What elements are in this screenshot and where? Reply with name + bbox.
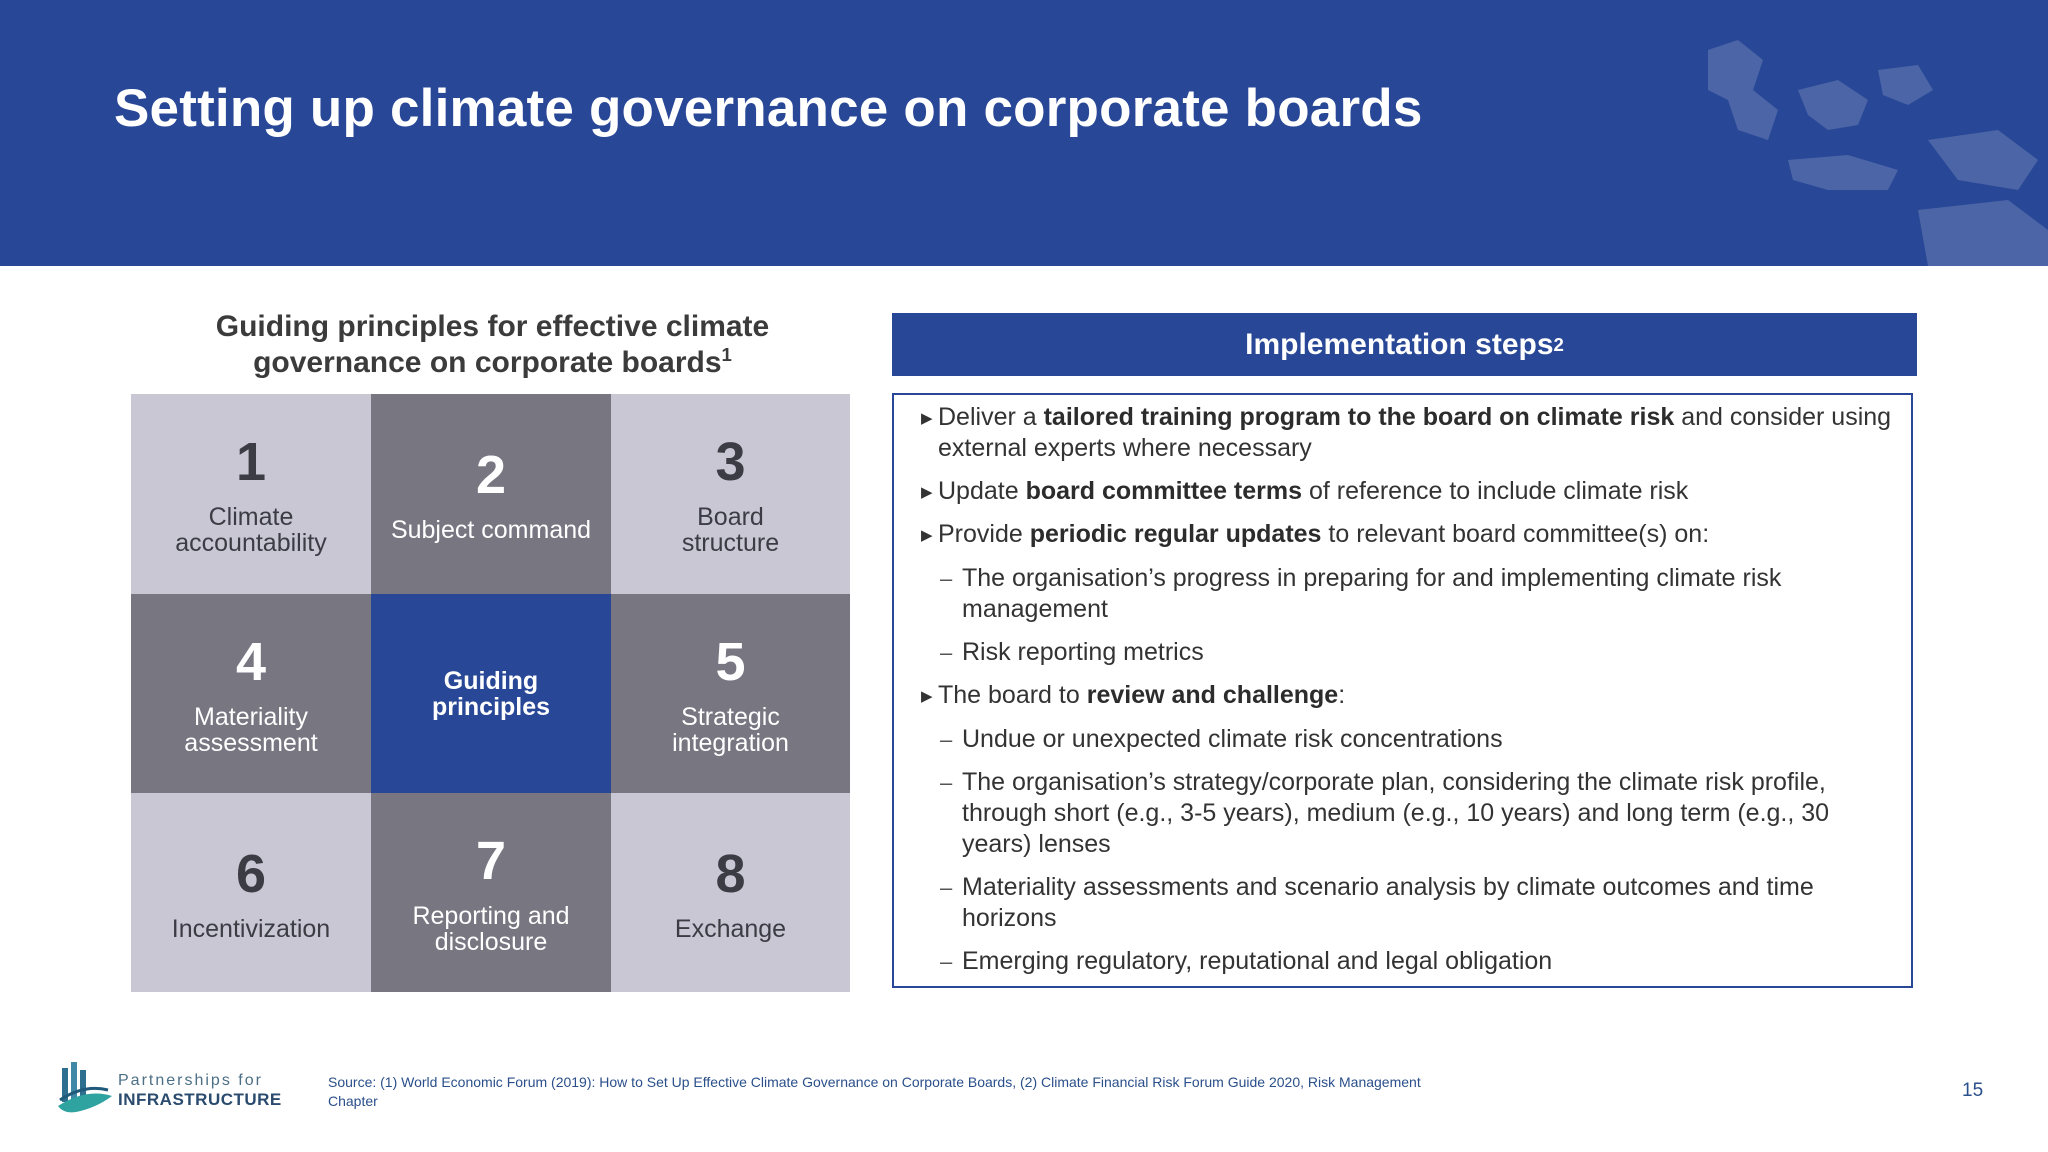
principles-grid	[131, 394, 850, 992]
triangle-bullet-icon: ▶	[921, 527, 933, 544]
step-subitem: – The organisation’s progress in preparing for and implementing climate risk management	[940, 564, 1782, 623]
principle-cell-1: 1 Climate accountability	[131, 394, 371, 594]
principle-cell-5: 5 Strategic integration	[611, 594, 850, 793]
principle-cell-7: 7 Reporting and disclosure	[371, 793, 611, 992]
dash-bullet-icon: –	[940, 949, 953, 974]
step-item: ▶ The board to review and challenge:	[938, 680, 1898, 711]
logo-text-top: Partnerships for	[118, 1072, 263, 1089]
implementation-header: Implementation steps 2	[892, 313, 1917, 376]
triangle-bullet-icon: ▶	[921, 688, 933, 705]
dash-bullet-icon: –	[940, 566, 953, 591]
dash-bullet-icon: –	[940, 640, 953, 665]
page-number: 15	[1962, 1080, 1984, 1101]
step-subitem: – Undue or unexpected climate risk concentrations	[940, 725, 1503, 753]
guiding-principles-center: Guiding principles	[371, 594, 611, 793]
principle-cell-8: 8 Exchange	[611, 793, 850, 992]
header-banner	[0, 0, 2048, 266]
dash-bullet-icon: –	[940, 770, 953, 795]
step-subitem: – The organisation’s strategy/corporate plan, considering the climate risk profile, through short (e.g., 3-5 years), medium (e.g., 10 years) and long term (e.g., 30 years) lenses	[940, 768, 1830, 858]
step-subitem: – Emerging regulatory, reputational and legal obligation	[940, 947, 1553, 975]
map-watermark-icon	[1668, 30, 2048, 266]
source-note: Source: (1) World Economic Forum (2019): How to Set Up Effective Climate Governance on Corporate Boards, (2) Climate Financial Risk Forum Guide 2020, Risk Management Chapter	[328, 1074, 1421, 1109]
step-subitem: – Risk reporting metrics	[940, 638, 1204, 666]
principle-cell-2: 2 Subject command	[371, 394, 611, 594]
principle-cell-4: 4 Materiality assessment	[131, 594, 371, 793]
triangle-bullet-icon: ▶	[921, 484, 933, 501]
step-item: ▶ Provide periodic regular updates to relevant board committee(s) on:	[938, 519, 1898, 550]
principle-cell-6: 6 Incentivization	[131, 793, 371, 992]
page-title: Setting up climate governance on corporate boards	[114, 79, 1423, 138]
principle-cell-3: 3 Board structure	[611, 394, 850, 594]
logo-text-bottom: INFRASTRUCTURE	[118, 1090, 282, 1109]
step-item: ▶ Update board committee terms of reference to include climate risk	[938, 476, 1898, 507]
step-item: ▶ Deliver a tailored training program to the board on climate risk and consider using external experts where necessary	[921, 403, 1892, 462]
triangle-bullet-icon: ▶	[921, 410, 933, 427]
principles-title: Guiding principles for effective climate governance on corporate boards$^1$	[215, 310, 770, 379]
step-subitem: – Materiality assessments and scenario analysis by climate outcomes and time horizons	[940, 873, 1814, 932]
dash-bullet-icon: –	[940, 727, 953, 752]
dash-bullet-icon: –	[940, 875, 953, 900]
